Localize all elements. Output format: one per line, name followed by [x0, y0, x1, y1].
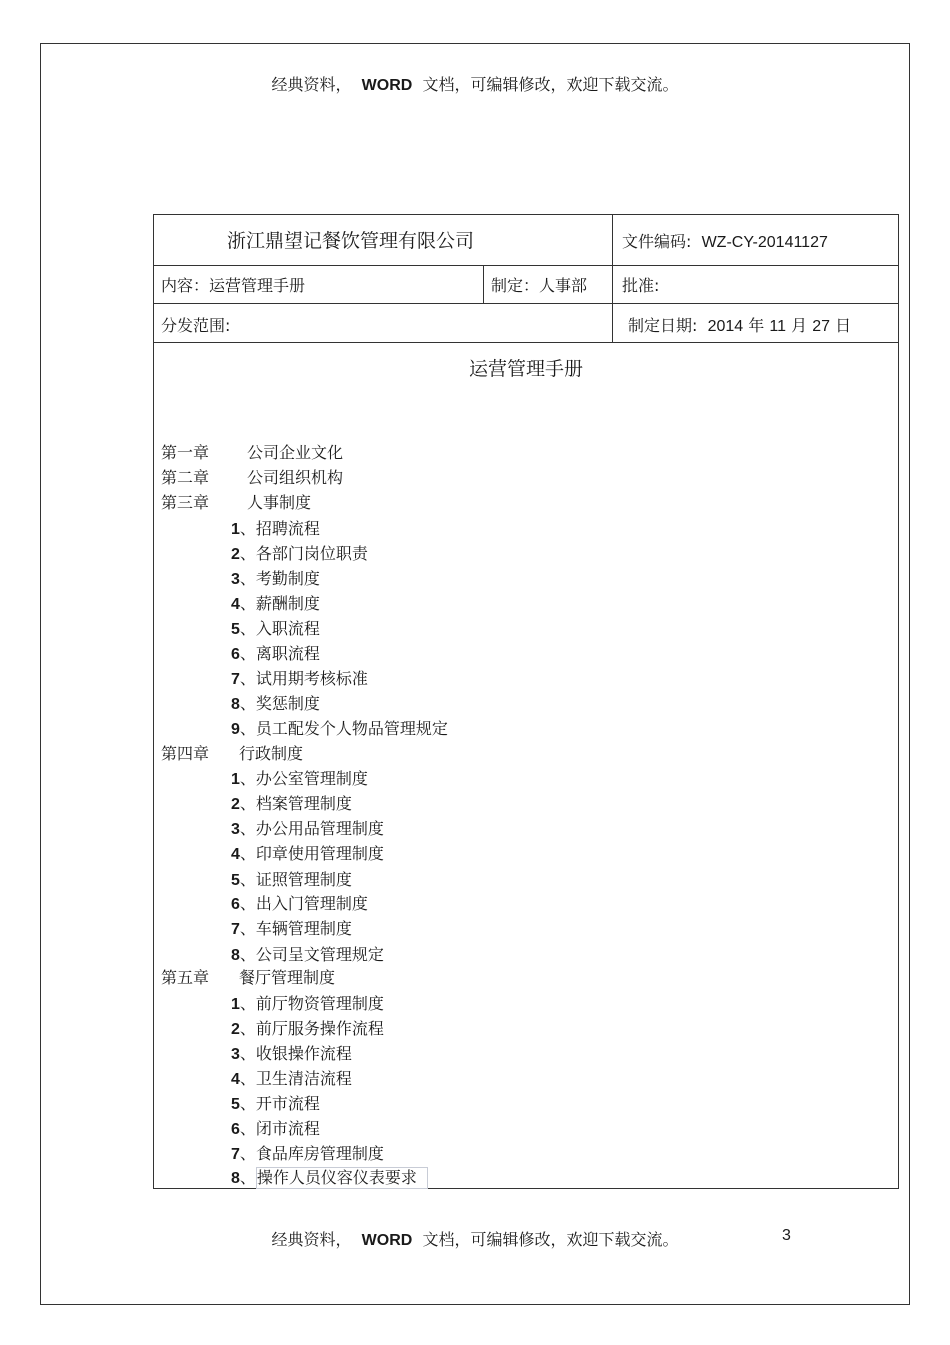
item-number: 7	[231, 671, 240, 688]
item-title: 试用期考核标准	[255, 669, 368, 688]
item-number: 2	[231, 546, 240, 563]
item-number: 5	[231, 872, 240, 889]
separator: 、	[239, 1019, 256, 1038]
toc-item	[231, 891, 368, 914]
made-by-field: 制定：人事部	[491, 276, 588, 295]
item-title: 车辆管理制度	[255, 919, 352, 938]
banner-pre: 经典资料，	[271, 1230, 352, 1249]
item-title: 各部门岗位职责	[255, 544, 368, 563]
item-title: 操作人员仪容仪表要求	[256, 1167, 428, 1189]
content-field: 内容：运营管理手册	[161, 276, 306, 295]
separator: 、	[239, 1044, 256, 1063]
separator: 、	[239, 544, 256, 563]
item-number: 4	[231, 846, 240, 863]
doc-code	[622, 229, 828, 252]
toc-item	[231, 816, 384, 839]
separator: 、	[239, 669, 256, 688]
item-number: 5	[231, 1096, 240, 1113]
chapter-title: 行政制度	[239, 744, 304, 763]
separator: 、	[239, 994, 256, 1013]
toc-item	[231, 1091, 320, 1114]
separator: 、	[239, 644, 256, 663]
year-char: 年	[748, 316, 765, 335]
item-number: 8	[231, 1170, 240, 1187]
separator: 、	[239, 894, 256, 913]
toc-item	[231, 791, 352, 814]
item-title: 招聘流程	[255, 519, 320, 538]
item-title: 考勤制度	[255, 569, 320, 588]
banner-pre: 经典资料，	[271, 75, 352, 94]
table-divider	[612, 214, 613, 342]
item-title: 公司呈文管理规定	[255, 945, 384, 964]
date-field	[628, 313, 851, 336]
table-divider	[153, 342, 899, 343]
separator: 、	[239, 945, 256, 964]
toc-item	[231, 541, 368, 564]
separator: 、	[239, 794, 256, 813]
banner-word: WORD	[361, 1232, 413, 1249]
toc-item	[231, 691, 320, 714]
doc-code-value: WZ-CY-20141127	[701, 234, 828, 251]
chapter-4	[161, 741, 303, 764]
toc-item	[231, 1041, 352, 1064]
item-title: 卫生清洁流程	[255, 1069, 352, 1088]
toc-item	[231, 616, 320, 639]
separator: 、	[239, 594, 256, 613]
toc-item	[231, 1141, 384, 1164]
item-number: 9	[231, 721, 240, 738]
page-number: 3	[782, 1227, 791, 1244]
date-year: 2014	[707, 318, 744, 335]
toc-item	[231, 1016, 384, 1039]
separator: 、	[239, 569, 256, 588]
toc-item	[231, 591, 320, 614]
chapter-title: 公司组织机构	[247, 468, 344, 487]
footer-banner	[0, 1227, 950, 1250]
separator: 、	[239, 919, 256, 938]
separator: 、	[239, 719, 256, 738]
item-title: 印章使用管理制度	[255, 844, 384, 863]
item-number: 4	[231, 1071, 240, 1088]
month-char: 月	[791, 316, 808, 335]
item-title: 办公用品管理制度	[255, 819, 384, 838]
item-title: 证照管理制度	[255, 870, 352, 889]
separator: 、	[239, 769, 256, 788]
table-divider	[153, 303, 899, 304]
item-number: 1	[231, 521, 240, 538]
banner-word: WORD	[361, 77, 413, 94]
table-divider	[483, 265, 484, 303]
date-month: 11	[769, 318, 786, 335]
separator: 、	[239, 1144, 256, 1163]
item-number: 3	[231, 821, 240, 838]
doc-code-label: 文件编码:	[622, 232, 692, 251]
item-title: 食品库房管理制度	[255, 1144, 384, 1163]
date-label: 制定日期:	[628, 316, 698, 335]
item-title: 奖惩制度	[255, 694, 320, 713]
separator: 、	[239, 619, 256, 638]
item-number: 3	[231, 571, 240, 588]
toc-item	[231, 942, 384, 965]
item-number: 6	[231, 646, 240, 663]
item-title: 前厅物资管理制度	[255, 994, 384, 1013]
chapter-label: 第一章	[161, 443, 210, 462]
company-name: 浙江鼎望记餐饮管理有限公司	[227, 230, 475, 252]
chapter-label: 第四章	[161, 744, 210, 763]
item-title: 闭市流程	[255, 1119, 320, 1138]
toc-item	[231, 716, 448, 739]
item-number: 5	[231, 621, 240, 638]
header-banner	[0, 72, 950, 95]
item-title: 开市流程	[255, 1094, 320, 1113]
item-title: 出入门管理制度	[255, 894, 368, 913]
item-number: 7	[231, 1146, 240, 1163]
item-title: 离职流程	[255, 644, 320, 663]
distribution-field: 分发范围:	[161, 316, 231, 335]
chapter-5	[161, 965, 335, 988]
toc-item	[231, 766, 368, 789]
chapter-1	[161, 440, 343, 463]
separator: 、	[239, 844, 256, 863]
item-title: 员工配发个人物品管理规定	[255, 719, 448, 738]
toc-item	[231, 841, 384, 864]
item-title: 前厅服务操作流程	[255, 1019, 384, 1038]
item-number: 6	[231, 1121, 240, 1138]
toc-item	[231, 916, 352, 939]
separator: 、	[239, 519, 256, 538]
toc-item	[231, 566, 320, 589]
separator: 、	[239, 1168, 256, 1187]
toc-item	[231, 1116, 320, 1139]
chapter-2	[161, 465, 343, 488]
toc-item	[231, 1165, 428, 1188]
date-day: 27	[812, 318, 830, 335]
separator: 、	[239, 1119, 256, 1138]
chapter-label: 第三章	[161, 493, 210, 512]
item-title: 入职流程	[255, 619, 320, 638]
item-title: 薪酬制度	[255, 594, 320, 613]
toc-item	[231, 666, 368, 689]
table-divider	[153, 265, 899, 266]
toc-item	[231, 991, 384, 1014]
chapter-label: 第二章	[161, 468, 210, 487]
chapter-title: 公司企业文化	[247, 443, 344, 462]
chapter-title: 餐厅管理制度	[239, 968, 336, 987]
toc-item	[231, 867, 352, 890]
chapter-title: 人事制度	[247, 493, 312, 512]
chapter-label: 第五章	[161, 968, 210, 987]
item-number: 4	[231, 596, 240, 613]
item-number: 3	[231, 1046, 240, 1063]
item-number: 7	[231, 921, 240, 938]
item-number: 8	[231, 947, 240, 964]
banner-post: 文档，可编辑修改，欢迎下载交流。	[422, 1230, 679, 1249]
separator: 、	[239, 1094, 256, 1113]
item-number: 2	[231, 796, 240, 813]
toc-item	[231, 1066, 352, 1089]
day-char: 日	[835, 316, 852, 335]
separator: 、	[239, 870, 256, 889]
toc-item	[231, 641, 320, 664]
item-number: 6	[231, 896, 240, 913]
separator: 、	[239, 819, 256, 838]
document-title: 运营管理手册	[468, 358, 583, 380]
item-title: 办公室管理制度	[255, 769, 368, 788]
item-title: 收银操作流程	[255, 1044, 352, 1063]
banner-post: 文档，可编辑修改，欢迎下载交流。	[422, 75, 679, 94]
item-title: 档案管理制度	[255, 794, 352, 813]
toc-item	[231, 516, 320, 539]
item-number: 8	[231, 696, 240, 713]
separator: 、	[239, 1069, 256, 1088]
chapter-3	[161, 490, 311, 513]
item-number: 1	[231, 996, 240, 1013]
item-number: 1	[231, 771, 240, 788]
separator: 、	[239, 694, 256, 713]
approval-field: 批准:	[622, 276, 660, 295]
item-number: 2	[231, 1021, 240, 1038]
